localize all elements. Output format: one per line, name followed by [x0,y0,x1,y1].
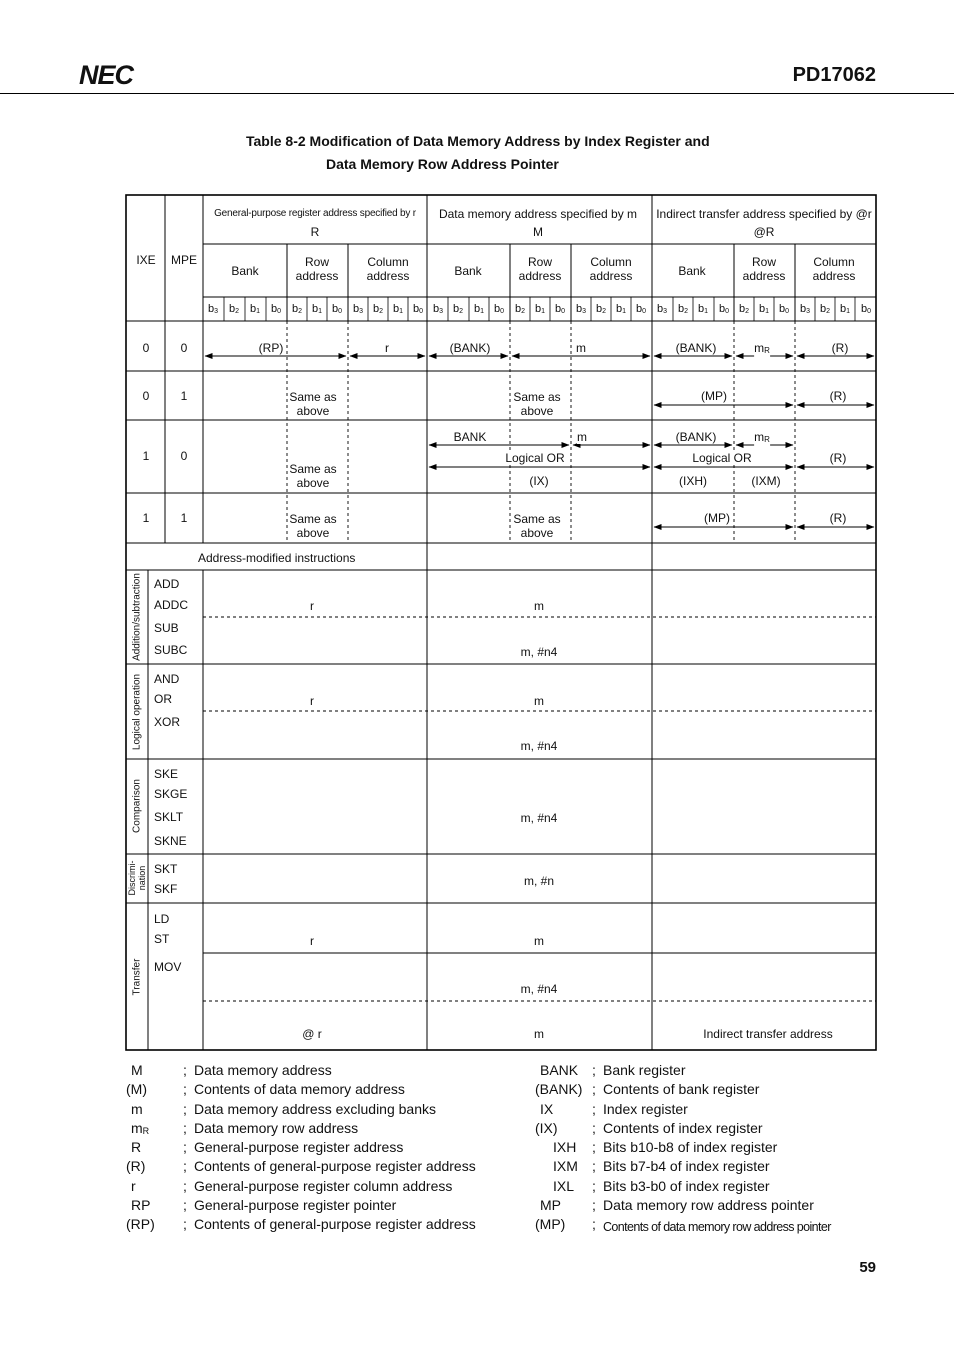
legend-sym: (RP) [126,1216,155,1232]
legend-sym: R [131,1139,142,1155]
legend-sym: (MP) [535,1216,566,1232]
row3-same-r-2: above [296,476,330,490]
legend-sep: ; [183,1158,187,1174]
row3-logical-or-at: Logical OR [692,451,752,465]
cat-transfer-m-indirect: m [534,1027,544,1041]
col-ixe-header: IXE [136,253,156,267]
cat-transfer-label: Transfer [131,958,143,996]
legend-sym: MP [540,1197,561,1213]
cat-transfer-at-r: @ r [302,1027,322,1041]
legend-sym: IX [540,1101,554,1117]
sub-row-r-1: Row [304,255,330,269]
legend-desc: General-purpose register address [194,1139,404,1155]
legend-sym: BANK [540,1062,579,1078]
row2-same-r-1: Same as [289,390,337,404]
row1-bank-at: (BANK) [675,341,717,355]
sub-row-m-1: Row [527,255,553,269]
cat-transfer-m-n4: m, #n4 [520,982,558,996]
legend-sym: (BANK) [535,1081,583,1097]
cat-transfer-r: r [310,934,314,948]
legend-desc: Data memory address excluding banks [194,1101,437,1117]
legend-sep: ; [183,1139,187,1155]
legend-sym: (M) [126,1081,147,1097]
legend-desc: Bits b10-b8 of index register [603,1139,778,1155]
row1-ixe: 0 [142,341,150,355]
legend-sep: ; [183,1178,187,1194]
row4-same-m-2: above [520,526,554,540]
row2-ixe: 0 [142,389,150,403]
sub-bank-r: Bank [231,264,259,278]
legend-sep: ; [183,1120,187,1136]
legend-desc: Data memory row address [194,1120,359,1136]
instr-mov: MOV [154,960,182,974]
row4-ixe: 1 [142,511,150,525]
instr-ske: SKE [154,767,179,781]
row1-rr: (R) [831,341,849,355]
cat-discrim-m-n: m, #n [523,874,555,888]
instr-skge: SKGE [154,787,188,801]
row3-same-r-1: Same as [289,462,337,476]
part-number: PD17062 [792,64,876,86]
cat-logic-m-n4: m, #n4 [520,739,558,753]
instr-skf: SKF [154,882,178,896]
table-caption-line2: Data Memory Row Address Pointer [326,156,559,172]
legend-sym: IXH [553,1139,577,1155]
legend-sym: m [131,1101,143,1117]
col-mpe-header: MPE [170,253,198,267]
legend-desc: General-purpose register pointer [194,1197,397,1213]
row2-same-r-2: above [296,404,330,418]
instr-sub: SUB [154,621,179,635]
instr-ld: LD [154,912,170,926]
instr-addc: ADDC [154,598,189,612]
row3-logical-or-m: Logical OR [505,451,565,465]
legend-desc: Contents of data memory address [194,1081,405,1097]
row2-same-m-1: Same as [513,390,561,404]
row2-mpe: 1 [180,389,188,403]
instr-skne: SKNE [154,834,187,848]
legend-desc: Contents of general-purpose register address [194,1216,476,1232]
row3-rr: (R) [829,451,847,465]
legend-sep: ; [592,1101,596,1117]
row3-ixe: 1 [142,449,150,463]
instr-sklt: SKLT [154,810,184,824]
sub-row-at-r-2: address [742,269,786,283]
group-m-symbol: M [533,225,543,239]
legend-sym: M [131,1062,143,1078]
legend-desc: Data memory address [194,1062,332,1078]
row1-bank: (BANK) [449,341,491,355]
sub-col-m-1: Column [590,255,632,269]
sub-col-at-r-2: address [812,269,856,283]
legend-sep: ; [592,1120,596,1136]
legend-sym: r [131,1178,136,1194]
legend-desc: Contents of bank register [603,1081,760,1097]
legend-desc: Bits b7-b4 of index register [603,1158,770,1174]
cat-discrim-label-1: Discrimi- [127,860,137,896]
cat-compare-label: Comparison [131,779,143,833]
cat-discrim-label-2: nation [137,865,147,891]
instr-xor: XOR [154,715,181,729]
instr-add: ADD [154,577,180,591]
legend-sep: ; [183,1101,187,1117]
row3-bank-at: (BANK) [675,430,717,444]
row4-rr: (R) [829,511,847,525]
legend-desc: Data memory row address pointer [603,1197,814,1213]
row3-m: m [577,430,587,444]
instr-skt: SKT [154,862,178,876]
legend-desc: Contents of general-purpose register address [194,1158,476,1174]
legend-desc: General-purpose register column address [194,1178,453,1194]
legend-sep: ; [183,1216,187,1232]
legend-sep: ; [183,1197,187,1213]
legend-sep: ; [592,1158,596,1174]
cat-addsub-m: m [534,599,544,613]
legend-desc: Bank register [603,1062,686,1078]
cat-transfer-m: m [534,934,544,948]
row4-mpe: 1 [180,511,188,525]
row4-mp: (MP) [704,511,730,525]
legend-sep: ; [592,1197,596,1213]
legend-desc: Index register [603,1101,688,1117]
legend-sym: (IX) [535,1120,558,1136]
legend-sep: ; [592,1062,596,1078]
group-m-title: Data memory address specified by m [438,207,638,221]
sub-col-m-2: address [589,269,633,283]
cat-compare-m-n4: m, #n4 [520,811,558,825]
cat-addsub-r: r [310,599,314,613]
group-at-r-title: Indirect transfer address specified by @r [656,207,872,221]
cat-transfer-indirect-address: Indirect transfer address [703,1027,833,1041]
sub-row-m-2: address [518,269,562,283]
row1-rp: (RP) [258,341,284,355]
row2-mp: (MP) [701,389,727,403]
row2-rr: (R) [829,389,847,403]
row4-same-m-1: Same as [513,512,561,526]
sub-bank-at-r: Bank [678,264,706,278]
legend-sep: ; [592,1178,596,1194]
cat-logic-label: Logical operation [131,673,143,751]
row4-same-r-2: above [296,526,330,540]
cat-logic-m: m [534,694,544,708]
legend-sym: (R) [126,1158,146,1174]
legend-sym: RP [131,1197,151,1213]
group-r-symbol: R [310,225,320,239]
sub-row-at-r-1: Row [751,255,777,269]
row1-m: m [576,341,586,355]
table-caption-line1: Table 8-2 Modification of Data Memory Address by Index Register and [246,133,710,149]
row1-mpe: 0 [180,341,188,355]
row2-same-m-2: above [520,404,554,418]
cat-addsub-label: Addition/subtraction [131,573,143,661]
row3-mpe: 0 [180,449,188,463]
legend-sep: ; [592,1139,596,1155]
nec-logo: NEC [79,60,134,90]
legend-sym: IXL [553,1178,575,1194]
instr-or: OR [154,692,172,706]
legend-sym: IXM [553,1158,578,1174]
legend-sep: ; [592,1216,596,1232]
row3-ix: (IX) [529,474,549,488]
group-r-title: General-purpose register address specified by r [214,208,416,219]
legend-sep: ; [183,1081,187,1097]
legend-desc: Contents of index register [603,1120,763,1136]
sub-row-r-2: address [295,269,339,283]
legend-desc: Bits b3-b0 of index register [603,1178,770,1194]
instr-and: AND [154,672,180,686]
cat-logic-r: r [310,694,314,708]
row3-ixm: (IXM) [751,474,781,488]
sub-bank-m: Bank [454,264,482,278]
legend-sep: ; [592,1081,596,1097]
row3-bank: BANK [453,430,487,444]
row1-r: r [385,341,389,355]
row3-ixh: (IXH) [679,474,707,488]
page-number: 59 [859,1259,876,1276]
legend-desc: Contents of data memory row address pointer [603,1220,831,1234]
row3-mr: $m_R$ [754,430,770,447]
sub-col-at-r-1: Column [813,255,855,269]
instr-header: Address-modified instructions [198,551,356,565]
legend-sep: ; [183,1062,187,1078]
cat-addsub-m-n4: m, #n4 [520,645,558,659]
row1-mr: $m_R$ [754,341,770,358]
instr-st: ST [154,932,170,946]
sub-col-r-2: address [366,269,410,283]
legend-sym: $m_R$ [131,1120,150,1136]
instr-subc: SUBC [154,643,188,657]
row4-same-r-1: Same as [289,512,337,526]
sub-col-r-1: Column [367,255,409,269]
group-at-r-symbol: @R [753,225,775,239]
